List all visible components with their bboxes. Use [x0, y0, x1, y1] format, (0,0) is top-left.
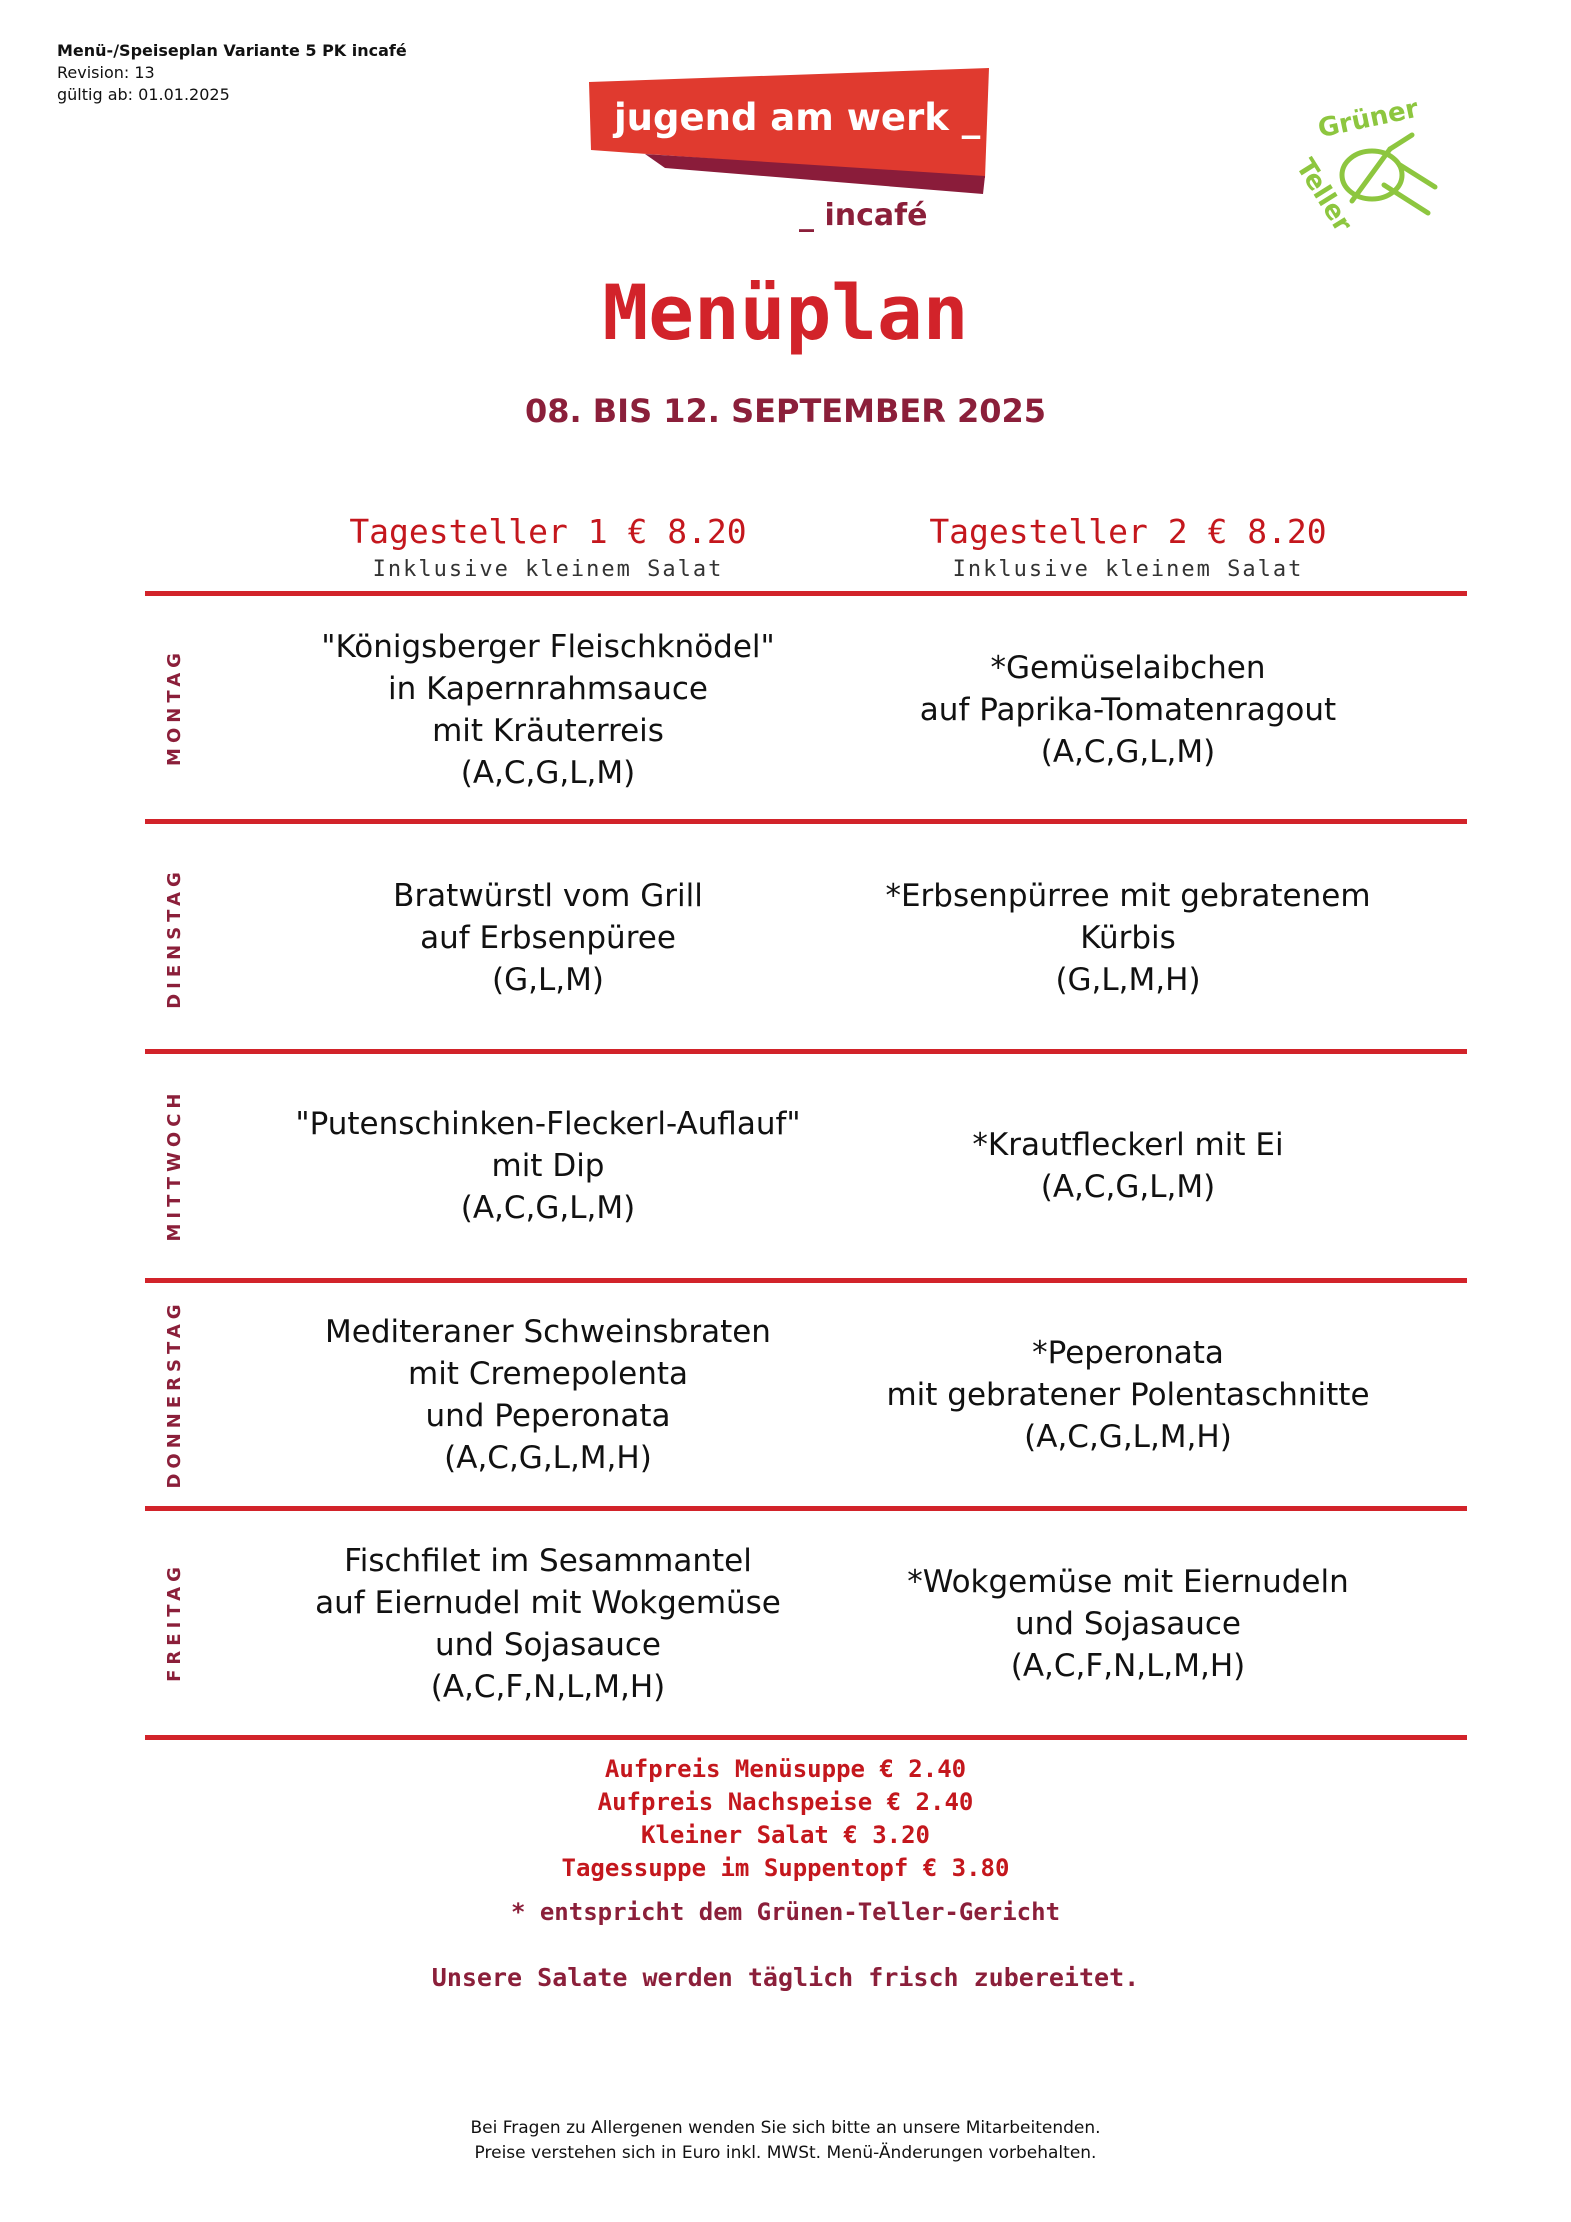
- gruener-teller-note: * entspricht dem Grünen-Teller-Gericht: [510, 1898, 1061, 1926]
- dish-thursday-2: [838, 1307, 1418, 1483]
- column-subtitle-1: Inklusive kleinem Salat: [372, 557, 724, 582]
- dish-line: "Putenschinken-Fleckerl-Auflauf": [295, 1106, 801, 1142]
- table-rule: [145, 1735, 1467, 1740]
- dish-line: auf Eiernudel mit Wokgemüse: [315, 1585, 781, 1621]
- dish-line: *Peperonata: [1032, 1335, 1224, 1371]
- logo-sub-text: _ incafé: [799, 198, 928, 233]
- column-header-2: [838, 512, 1418, 582]
- day-label-thursday: DONNERSTAG: [164, 1299, 185, 1489]
- dish-line: in Kapernrahmsauce: [388, 671, 708, 707]
- dish-line: mit Dip: [491, 1148, 605, 1184]
- dish-line: Bratwürstl vom Grill: [393, 878, 703, 914]
- document-meta: [57, 40, 407, 106]
- dish-line: *Wokgemüse mit Eiernudeln: [907, 1564, 1349, 1600]
- dish-line: und Sojasauce: [435, 1627, 661, 1663]
- dish-line: auf Erbsenpüree: [420, 920, 676, 956]
- dish-allergens: (G,L,M): [492, 962, 604, 998]
- dish-friday-1: [258, 1536, 838, 1712]
- dish-allergens: (A,C,G,L,M): [1040, 734, 1216, 770]
- dish-allergens: (A,C,G,L,M): [1040, 1169, 1216, 1205]
- table-rule: [145, 1278, 1467, 1283]
- footer: [0, 2116, 1571, 2166]
- dish-wednesday-2: [838, 1078, 1418, 1254]
- column-subtitle-2: Inklusive kleinem Salat: [952, 557, 1304, 582]
- extras-list: [0, 1753, 1571, 1885]
- dish-line: Fischfilet im Sesammantel: [344, 1543, 752, 1579]
- day-label-monday: MONTAG: [164, 648, 185, 766]
- dish-allergens: (A,C,G,L,M): [460, 755, 636, 791]
- table-rule: [145, 1506, 1467, 1511]
- day-label-friday: FREITAG: [164, 1562, 185, 1682]
- valid-from: gültig ab: 01.01.2025: [57, 85, 230, 104]
- table-rule: [145, 1049, 1467, 1054]
- extra-item: Kleiner Salat € 3.20: [641, 1821, 930, 1849]
- dish-wednesday-1: [258, 1078, 838, 1254]
- dish-allergens: (G,L,M,H): [1055, 962, 1201, 998]
- dish-line: mit gebratener Polentaschnitte: [886, 1377, 1370, 1413]
- column-title-1: Tagesteller 1 € 8.20: [349, 512, 747, 551]
- badge-line1: Grüner: [1315, 95, 1422, 145]
- dish-thursday-1: [258, 1307, 838, 1483]
- salad-note: Unsere Salate werden täglich frisch zubereitet.: [431, 1963, 1140, 1992]
- dish-line: *Erbsenpürree mit gebratenem: [885, 878, 1371, 914]
- day-label-wednesday: MITTWOCH: [164, 1088, 185, 1242]
- column-header-1: [258, 512, 838, 582]
- dish-allergens: (A,C,F,N,L,M,H): [430, 1669, 666, 1705]
- gruener-teller-badge: [1280, 95, 1450, 235]
- document-title: Menü-/Speiseplan Variante 5 PK incafé: [57, 41, 407, 60]
- date-range: 08. BIS 12. SEPTEMBER 2025: [524, 392, 1047, 430]
- extra-item: Tagessuppe im Suppentopf € 3.80: [561, 1854, 1010, 1882]
- page-title: Menüplan: [602, 268, 969, 357]
- day-label-tuesday: DIENSTAG: [164, 867, 185, 1009]
- dish-allergens: (A,C,F,N,L,M,H): [1010, 1648, 1246, 1684]
- dish-line: und Peperonata: [425, 1398, 671, 1434]
- dish-line: "Königsberger Fleischknödel": [321, 629, 775, 665]
- dish-line: *Krautfleckerl mit Ei: [972, 1127, 1284, 1163]
- dish-monday-2: [838, 622, 1418, 798]
- dish-line: mit Kräuterreis: [432, 713, 664, 749]
- jugend-am-werk-logo: [585, 68, 995, 240]
- dish-allergens: (A,C,G,L,M): [460, 1190, 636, 1226]
- dish-line: *Gemüselaibchen: [990, 650, 1266, 686]
- dish-line: Kürbis: [1080, 920, 1176, 956]
- footer-line: Preise verstehen sich in Euro inkl. MWSt. Menü-Änderungen vorbehalten.: [474, 2143, 1097, 2163]
- table-rule: [145, 819, 1467, 824]
- footer-line: Bei Fragen zu Allergenen wenden Sie sich bitte an unsere Mitarbeitenden.: [470, 2118, 1101, 2138]
- column-title-2: Tagesteller 2 € 8.20: [929, 512, 1327, 551]
- badge-line2: Teller: [1289, 153, 1358, 235]
- dish-tuesday-1: [258, 850, 838, 1026]
- revision: Revision: 13: [57, 63, 155, 82]
- extra-item: Aufpreis Menüsuppe € 2.40: [604, 1755, 967, 1783]
- logo-banner-icon: [585, 68, 995, 240]
- dish-friday-2: [838, 1536, 1418, 1712]
- dish-line: mit Cremepolenta: [408, 1356, 688, 1392]
- dish-monday-1: [258, 622, 838, 798]
- dish-tuesday-2: [838, 850, 1418, 1026]
- table-rule: [145, 591, 1467, 596]
- extra-item: Aufpreis Nachspeise € 2.40: [597, 1788, 974, 1816]
- dish-line: und Sojasauce: [1015, 1606, 1241, 1642]
- logo-main-text: jugend am werk _: [614, 96, 981, 139]
- dish-line: Mediteraner Schweinsbraten: [325, 1314, 771, 1350]
- dish-allergens: (A,C,G,L,M,H): [444, 1440, 652, 1476]
- dish-line: auf Paprika-Tomatenragout: [919, 692, 1337, 728]
- plate-cutlery-icon: [1280, 95, 1450, 235]
- dish-allergens: (A,C,G,L,M,H): [1024, 1419, 1232, 1455]
